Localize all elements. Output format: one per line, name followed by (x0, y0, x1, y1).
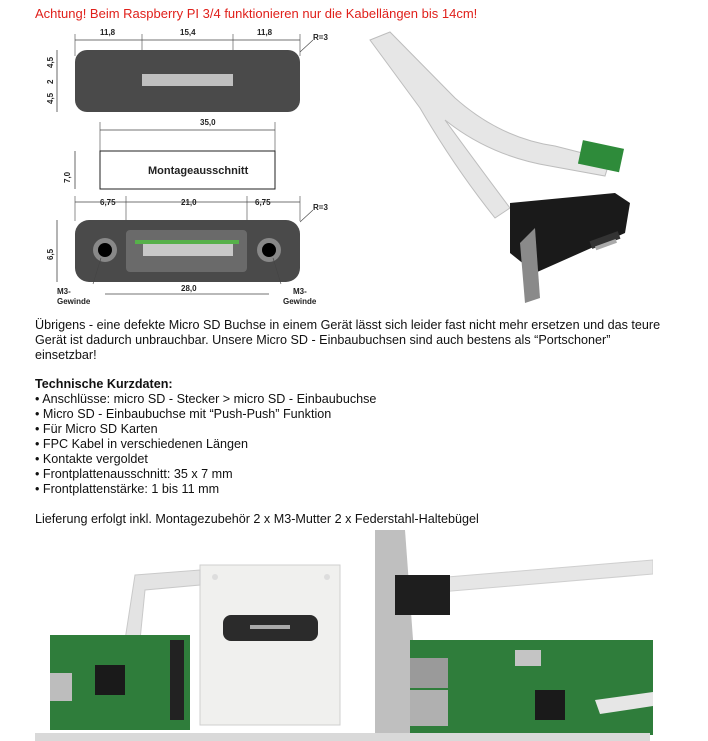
dim-left-3: 4,5 (46, 92, 55, 104)
spec-item: • Anschlüsse: micro SD - Stecker > micro SD - Einbaubuchse (35, 392, 377, 406)
thread-label-left: M3-Gewinde (57, 287, 91, 306)
delivery-text: Lieferung erfolgt inkl. Montagezubehör 2 x M3-Mutter 2 x Federstahl-Haltebügel (35, 512, 479, 526)
dim-width-total: 35,0 (200, 118, 216, 127)
dim-top-2: 15,4 (180, 28, 196, 37)
spec-item: • Frontplattenstärke: 1 bis 11 mm (35, 482, 220, 496)
dim-cutout-height: 7,0 (63, 171, 72, 183)
dim-bottom-2: 21,0 (181, 198, 197, 207)
bottom-caption-strip (35, 733, 650, 741)
product-photo (360, 28, 650, 303)
spec-item: • Frontplattenausschnitt: 35 x 7 mm (35, 467, 233, 481)
sd-slot-bottom (143, 244, 233, 256)
photo-raspberry-side (365, 530, 653, 735)
dim-bottom-height: 6,5 (46, 248, 55, 260)
specs-title: Technische Kurzdaten: (35, 377, 173, 391)
dim-left-2: 2 (46, 79, 55, 84)
paragraph-note: Übrigens - eine defekte Micro SD Buchse in einem Gerät lässt sich leider fast nicht mehr ersetzen und das teure Gerät ist dadurch unbrauchbar. Unsere Micro SD - Einbaubuchsen sind auch bestens als “Portschoner” einsetzbar! (35, 318, 661, 362)
spec-item: • Kontakte vergoldet (35, 452, 148, 466)
photo-raspberry-front (35, 545, 355, 735)
dim-hole-spacing: 28,0 (181, 284, 197, 293)
radius-bottom: R=3 (313, 203, 328, 212)
sd-card-edge (135, 240, 239, 244)
dim-bottom-1: 6,75 (100, 198, 116, 207)
side-socket (395, 575, 450, 615)
cutout-label: Montageausschnitt (148, 165, 249, 177)
specs-list (35, 392, 376, 497)
dim-top-1: 11,8 (100, 28, 116, 37)
thread-label-right: M3-Gewinde (283, 287, 317, 306)
dim-top-3: 11,8 (257, 28, 273, 37)
dim-left-1: 4,5 (46, 56, 55, 68)
dimension-drawing (35, 26, 335, 311)
radius-top: R=3 (313, 33, 328, 42)
spec-item: • Für Micro SD Karten (35, 422, 158, 436)
spec-item: • Micro SD - Einbaubuchse mit “Push-Push” Funktion (35, 407, 332, 421)
spec-item: • FPC Kabel in verschiedenen Längen (35, 437, 249, 451)
sd-slot-top (142, 74, 233, 86)
warning-text: Achtung! Beim Raspberry PI 3/4 funktionieren nur die Kabellängen bis 14cm! (35, 6, 478, 21)
dim-bottom-3: 6,75 (255, 198, 271, 207)
